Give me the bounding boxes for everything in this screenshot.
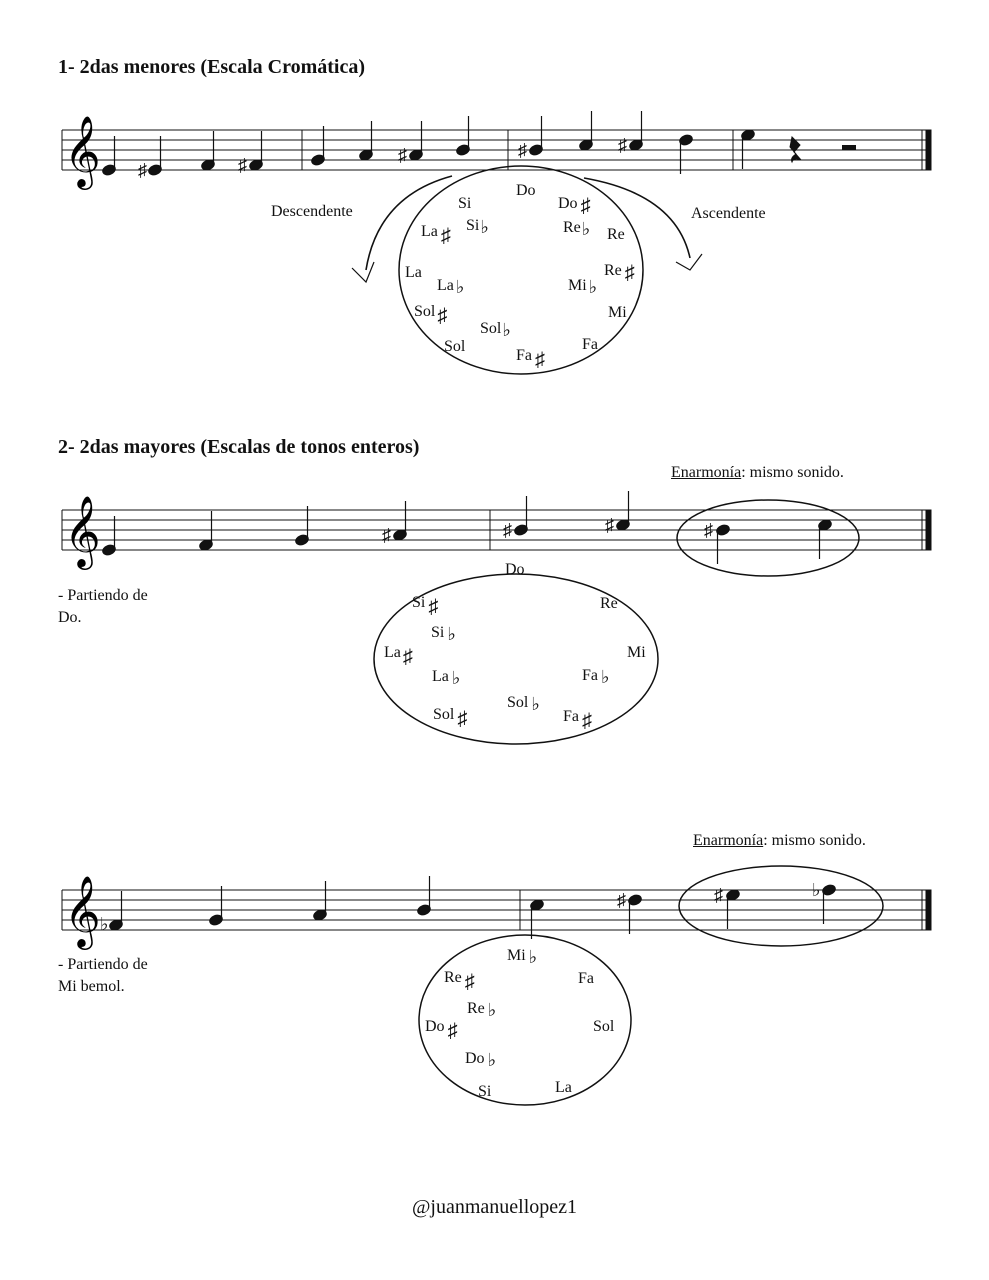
circle-label: Mi (568, 277, 587, 294)
svg-text:La♯ (421, 223, 451, 247)
svg-text:Mi♭ (568, 277, 597, 297)
svg-text:La♯ (384, 644, 413, 668)
circle-label: La (432, 668, 449, 685)
staff-2-notes (100, 491, 833, 564)
flat-icon: ♭ (487, 1050, 497, 1070)
circle-label: Si (466, 217, 480, 234)
svg-text:Do♯ (558, 195, 591, 217)
circle-label: Fa (582, 667, 598, 684)
svg-text:La (555, 1079, 572, 1096)
svg-text:Sol (593, 1018, 615, 1035)
svg-text:La (405, 264, 422, 281)
circle-label: Do (425, 1018, 445, 1035)
circle-label: Do (516, 182, 536, 199)
svg-text:La♭ (432, 668, 460, 688)
flat-icon: ♭ (100, 914, 109, 934)
sharp-icon: ♯ (428, 596, 439, 618)
enarmonia-description: : mismo sonido. (763, 832, 866, 849)
flat-icon: ♭ (588, 277, 598, 297)
enarmonia-note-3 (693, 830, 866, 852)
svg-text:Fa♯ (563, 708, 592, 732)
circle-label: Sol (444, 338, 466, 355)
sharp-icon: ♯ (457, 708, 468, 730)
circle-label: Sol (480, 320, 502, 337)
circle-label: Si (412, 594, 426, 611)
enarmonia-label: Enarmonía (671, 464, 742, 481)
circle-label: La (384, 644, 401, 661)
starting-note-line2: Mi bemol. (58, 978, 125, 995)
sharp-icon: ♯ (704, 520, 713, 540)
svg-text:La♭ (437, 277, 464, 297)
circle-label: Mi (608, 304, 627, 321)
staff-2 (62, 510, 931, 550)
chromatic-circle-labels (405, 182, 635, 371)
svg-text:Sol♯ (433, 706, 467, 730)
starting-note-line1: - Partiendo de (58, 587, 148, 604)
circle-label: Sol (593, 1018, 615, 1035)
flat-icon: ♭ (447, 624, 456, 644)
whole-tone-circle-do-labels (384, 561, 646, 732)
flat-icon: ♭ (601, 667, 610, 687)
sharp-icon: ♯ (464, 971, 475, 993)
treble-clef-icon: 𝄞 (64, 874, 101, 947)
circle-label: La (555, 1079, 572, 1096)
flat-icon: ♭ (812, 880, 821, 900)
svg-text:Re♯ (444, 969, 475, 993)
sharp-icon: ♯ (440, 225, 451, 247)
sharp-icon: ♯ (382, 525, 391, 545)
circle-label: Si (478, 1083, 492, 1100)
svg-text:Do (516, 182, 536, 199)
circle-label: Sol (507, 694, 529, 711)
svg-text:Mi (627, 644, 646, 661)
flat-icon: ♭ (451, 668, 461, 688)
circle-label: Si (431, 624, 445, 641)
svg-text:Fa♯ (516, 347, 545, 371)
circle-label: La (405, 264, 422, 281)
sharp-icon: ♯ (437, 305, 448, 327)
circle-label: Fa (563, 708, 579, 725)
treble-clef-icon: 𝄞 (64, 114, 101, 187)
whole-tone-circle-mib-labels (425, 947, 615, 1100)
circle-label: Do (558, 195, 578, 212)
enarmonia-label: Enarmonía (693, 832, 764, 849)
circle-label: La (437, 277, 454, 294)
descending-arrow (366, 176, 452, 270)
flat-icon: ♭ (480, 217, 489, 237)
circle-label: Sol (414, 303, 436, 320)
svg-text:Sol (444, 338, 466, 355)
sharp-icon: ♯ (714, 885, 723, 905)
sharp-icon: ♯ (138, 160, 147, 180)
circle-label: La (421, 223, 438, 240)
svg-text:Si (458, 195, 472, 212)
starting-note-line2: Do. (58, 609, 82, 626)
svg-text:Re (607, 226, 625, 243)
sharp-icon: ♯ (624, 262, 635, 284)
svg-text:Re (600, 595, 618, 612)
svg-text:Sol♭ (480, 320, 511, 340)
circle-label: Mi (627, 644, 646, 661)
circle-label: Do (465, 1050, 485, 1067)
half-rest-icon (842, 145, 856, 150)
treble-clef-icon: 𝄞 (64, 494, 101, 567)
starting-note-2 (58, 585, 148, 629)
flat-icon: ♭ (455, 277, 465, 297)
svg-text:Sol♯ (414, 303, 447, 327)
sharp-icon: ♯ (605, 515, 614, 535)
svg-text:Re♭ (467, 1000, 496, 1020)
enarmonia-note-2 (671, 462, 844, 484)
circle-label: Si (458, 195, 472, 212)
descending-label: Descendente (271, 203, 353, 220)
sharp-icon: ♯ (402, 646, 413, 668)
svg-text:Si♭ (466, 217, 489, 237)
circle-label: Re (604, 262, 622, 279)
sharp-icon: ♯ (398, 145, 407, 165)
starting-note-3 (58, 954, 148, 998)
circle-label: Do (505, 561, 525, 578)
flat-icon: ♭ (531, 694, 540, 714)
svg-text:Re♯ (604, 262, 635, 284)
svg-text:Mi (608, 304, 627, 321)
circle-label: Mi (507, 947, 526, 964)
svg-text:Do♯ (425, 1018, 458, 1042)
svg-text:Fa (582, 336, 598, 353)
enharmonic-ellipse-3 (679, 866, 883, 946)
staff-1 (62, 130, 931, 170)
flat-icon: ♭ (581, 219, 591, 239)
circle-label: Re (600, 595, 618, 612)
svg-text:Do♭ (465, 1050, 496, 1070)
flat-icon: ♭ (502, 320, 511, 340)
circle-label: Re (607, 226, 625, 243)
staff-3 (62, 890, 931, 930)
sharp-icon: ♯ (238, 155, 247, 175)
section-1-title: 1- 2das menores (Escala Cromática) (58, 56, 365, 78)
author-handle: @juanmanuellopez1 (411, 1196, 578, 1218)
circle-label: Re (467, 1000, 485, 1017)
circle-label: Fa (582, 336, 598, 353)
section-2-title: 2- 2das mayores (Escalas de tonos enteros) (58, 436, 420, 458)
circle-label: Fa (516, 347, 532, 364)
starting-note-line1: - Partiendo de (58, 956, 148, 973)
circle-label: Re (444, 969, 462, 986)
sharp-icon: ♯ (617, 890, 626, 910)
enarmonia-description: : mismo sonido. (741, 464, 844, 481)
circle-label: Fa (578, 970, 594, 987)
svg-text:Do (505, 561, 525, 578)
ascending-label: Ascendente (691, 205, 766, 222)
svg-text:Mi♭ (507, 947, 537, 967)
svg-text:Sol♭ (507, 694, 540, 714)
flat-icon: ♭ (528, 947, 538, 967)
svg-text:Si♭ (431, 624, 456, 644)
sharp-icon: ♯ (503, 520, 512, 540)
svg-text:Re♭ (563, 219, 590, 239)
sharp-icon: ♯ (447, 1020, 458, 1042)
flat-icon: ♭ (487, 1000, 497, 1020)
sharp-icon: ♯ (618, 135, 627, 155)
sharp-icon: ♯ (580, 195, 591, 217)
circle-label: Sol (433, 706, 455, 723)
svg-text:Si♯ (412, 594, 438, 618)
svg-text:Fa♭ (582, 667, 610, 687)
svg-text:Fa (578, 970, 594, 987)
circle-label: Re (563, 219, 581, 236)
sharp-icon: ♯ (582, 710, 592, 732)
descending-arrowhead-icon (352, 262, 374, 282)
sharp-icon: ♯ (535, 349, 545, 371)
svg-text:Si (478, 1083, 492, 1100)
sharp-icon: ♯ (518, 140, 527, 160)
